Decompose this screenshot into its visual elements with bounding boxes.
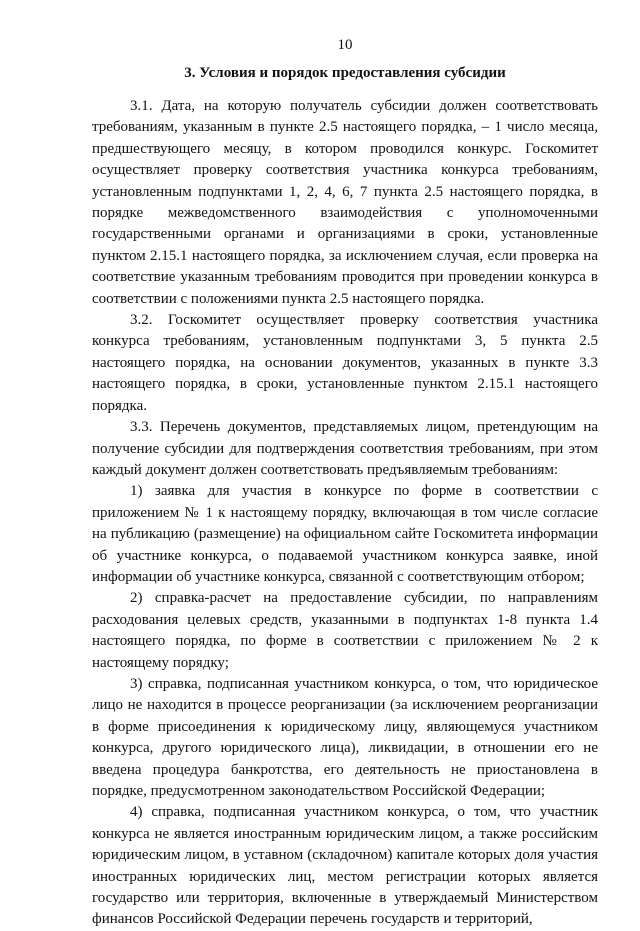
list-item-2: 2) справка-расчет на предоставление субсидии, по направлениям расходования целевых средств, указанными в подпунктах 1-8 пункта 1.4 настоящего порядка, по форме в соответствии с приложением № 2 к настоящему порядку; xyxy=(92,590,598,671)
document-page xyxy=(92,36,598,931)
list-item-1: 1) заявка для участия в конкурсе по форме в соответствии с приложением № 1 к настоящему порядку, включающая в том числе согласие на публикацию (размещение) на официальном сайте Госкомитета информации об участнике конкурса, о подаваемой участником конкурса заявке, иной информации об участнике конкурса, связанной с соответствующим отбором; xyxy=(92,483,598,585)
paragraph-3-1: 3.1. Дата, на которую получатель субсидии должен соответствовать требованиям, указанным в пункте 2.5 настоящего порядка, – 1 число месяца, предшествующего месяцу, в котором проводился конкурс. Госкомитет осуществляет проверку соответствия участника конкурса требованиям, установленным подпунктами 1, 2, 4, 6, 7 пункта 2.5 настоящего порядка, в порядке межведомственного взаимодействия с уполномоченными государственными органами и организациями в сроки, установленные пунктом 2.15.1 настоящего порядка, за исключением случая, если проверка на соответствие указанным требованиям проводится при проведении конкурса в соответствии с положениями пункта 2.5 настоящего порядка. xyxy=(92,98,598,307)
page-number: 10 xyxy=(337,37,353,53)
paragraph-3-3: 3.3. Перечень документов, представляемых лицом, претендующим на получение субсидии для подтверждения соответствия требованиям, при этом каждый документ должен соответствовать предъявляемым требованиям: xyxy=(92,419,598,478)
list-item-4: 4) справка, подписанная участником конкурса, о том, что участник конкурса не является иностранным юридическим лицом, а также российским юридическим лицом, в уставном (складочном) капитале которых доля участия иностранных юридических лиц, местом регистрации которых является государство или территория, включенные в утверждаемый Министерством финансов Российской Федерации перечень государств и территорий, xyxy=(92,804,598,928)
list-item-3: 3) справка, подписанная участником конкурса, о том, что юридическое лицо не находится в процессе реорганизации (за исключением реорганизации в форме присоединения к юридическому лицу, являющемуся участником конкурса, другого юридического лица), ликвидации, в отношении его не введена процедура банкротства, его деятельность не приостановлена в порядке, предусмотренном законодательством Российской Федерации; xyxy=(92,675,598,799)
paragraph-3-2: 3.2. Госкомитет осуществляет проверку соответствия участника конкурса требованиям, установленным подпунктами 3, 5 пункта 2.5 настоящего порядка, на основании документов, указанных в пункте 3.3 настоящего порядка, в сроки, установленные пунктом 2.15.1 настоящего порядка. xyxy=(92,312,598,414)
section-title: 3. Условия и порядок предоставления субсидии xyxy=(184,65,506,81)
